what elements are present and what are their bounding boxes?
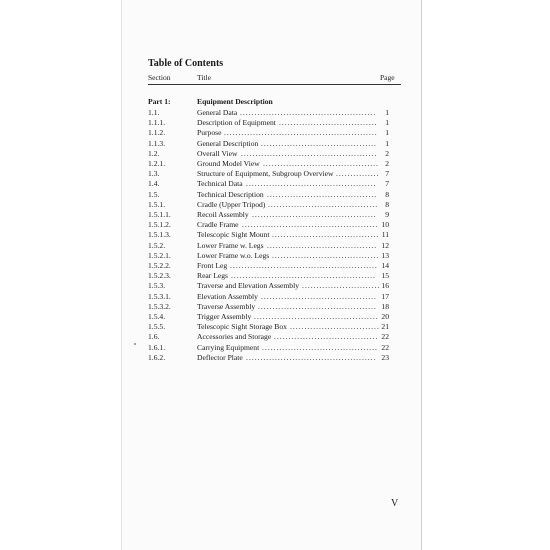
- toc-entry-section-number: 1.5.2.2.: [148, 261, 171, 270]
- toc-entry: [148, 210, 389, 220]
- toc-entry-title: Elevation Assembly: [197, 291, 258, 301]
- toc-entry: [148, 343, 389, 353]
- toc-entry-page: 11: [381, 230, 389, 240]
- toc-entry-title: Deflector Plate: [197, 352, 243, 362]
- toc-entry-section-number: 1.1.: [148, 108, 160, 117]
- toc-entry-page: 2: [385, 159, 389, 168]
- toc-entry-section-number: 1.5.3.: [148, 281, 166, 291]
- toc-entry-section-number: 1.2.1.: [148, 159, 166, 168]
- toc-entry: [148, 169, 389, 179]
- column-header-section: Section: [148, 73, 171, 82]
- toc-entry-title: Telescopic Sight Storage Box: [197, 322, 287, 332]
- toc-dot-leader: ......................................: [267, 240, 378, 250]
- toc-entry-page: 12: [381, 240, 389, 250]
- toc-entry: [148, 353, 389, 363]
- page-number: V: [391, 498, 399, 509]
- toc-entry: [148, 220, 389, 230]
- toc-dot-leader: ..................................: [279, 118, 378, 128]
- toc-entry: [148, 281, 389, 291]
- toc-entry-section-number: 1.4.: [148, 179, 160, 189]
- toc-dot-leader: .............................................: [246, 179, 377, 189]
- toc-dot-leader: ........................................: [262, 342, 378, 352]
- toc-entry: [148, 241, 389, 251]
- toc-entry: [148, 332, 389, 342]
- part-title: Equipment Description: [197, 97, 273, 106]
- scan-speck: [134, 343, 136, 345]
- toc-entry-section-number: 1.5.: [148, 189, 160, 199]
- toc-entry-section-number: 1.1.1.: [148, 118, 166, 128]
- toc-entry-page: 10: [381, 220, 389, 230]
- toc-entry-title: Accessories and Storage: [197, 332, 272, 342]
- toc-entry-page: 22: [381, 332, 389, 342]
- toc-dot-leader: ...............: [336, 169, 380, 179]
- toc-dot-leader: ........................................: [261, 138, 377, 148]
- part-number: Part 1:: [148, 97, 171, 106]
- toc-entry: [148, 312, 389, 322]
- toc-entry-page: 1: [385, 138, 389, 148]
- toc-dot-leader: ...............................: [290, 322, 380, 332]
- toc-entry-section-number: 1.1.3.: [148, 138, 166, 148]
- toc-entry: [148, 251, 389, 261]
- toc-entry-title: Rear Legs: [197, 271, 228, 281]
- toc-entry-section-number: 1.3.: [148, 169, 160, 179]
- toc-dot-leader: ...................................................: [230, 261, 378, 270]
- toc-entry: [148, 159, 389, 169]
- toc-entry-title: Cradle Frame: [197, 220, 239, 230]
- part-heading: [148, 97, 389, 107]
- column-header-title: Title: [197, 73, 211, 82]
- toc-dot-leader: ...............................................: [241, 148, 378, 158]
- header-rule: [148, 84, 401, 85]
- toc-entry: [148, 271, 389, 281]
- toc-entry: [148, 230, 389, 240]
- toc-entry-section-number: 1.5.5.: [148, 322, 166, 332]
- toc-entry-title: Lower Frame w.o. Legs: [197, 250, 270, 260]
- toc-entry-page: 7: [385, 169, 389, 179]
- toc-entry-section-number: 1.5.3.1.: [148, 291, 171, 301]
- toc-entry-page: 2: [385, 148, 389, 158]
- toc-entry-section-number: 1.5.1.2.: [148, 220, 171, 230]
- toc-entry-page: 15: [381, 271, 389, 281]
- toc-entry: [148, 118, 389, 128]
- toc-entry-section-number: 1.6.2.: [148, 352, 166, 362]
- toc-entry-page: 7: [385, 179, 389, 189]
- toc-entry-section-number: 1.1.2.: [148, 128, 166, 138]
- toc-dot-leader: .........................................: [258, 301, 377, 311]
- toc-entry-title: Lower Frame w. Legs: [197, 240, 264, 250]
- toc-entry-title: Traverse Assembly: [197, 301, 256, 311]
- toc-entry-title: Telescopic Sight Mount: [197, 230, 270, 240]
- toc-dot-leader: ...........................................: [254, 312, 379, 321]
- toc-entry-title: Structure of Equipment, Subgroup Overview: [197, 169, 334, 179]
- toc-entry-page: 17: [381, 291, 389, 301]
- toc-entry-page: 1: [385, 108, 389, 117]
- toc-dot-leader: ...........................: [302, 281, 381, 291]
- toc-entry-title: Purpose: [197, 128, 222, 138]
- toc-entry-page: 1: [385, 128, 389, 138]
- toc-entry-page: 22: [381, 342, 389, 352]
- toc-dot-leader: ...............................................: [240, 108, 377, 117]
- toc-entry-section-number: 1.5.1.1.: [148, 210, 171, 219]
- toc-entry-title: General Data: [197, 108, 238, 117]
- toc-entry-section-number: 1.5.3.2.: [148, 301, 171, 311]
- column-header-page: Page: [380, 73, 395, 82]
- toc-dot-leader: ........................................: [261, 291, 377, 301]
- toc-entry-page: 9: [385, 210, 389, 219]
- toc-entry-title: Recoil Assembly: [197, 210, 249, 219]
- toc-entry-title: Cradle (Upper Tripod): [197, 199, 266, 209]
- toc-entry-page: 8: [385, 189, 389, 199]
- toc-dot-leader: ...............................................: [242, 220, 379, 230]
- toc-dot-leader: .............................................: [246, 352, 377, 362]
- toc-dot-leader: ...........................................: [252, 210, 377, 219]
- toc-entry: [148, 261, 389, 271]
- toc-entry-title: Traverse and Elevation Assembly: [197, 281, 300, 291]
- toc-entry: [148, 128, 389, 138]
- toc-entry-section-number: 1.6.1.: [148, 342, 166, 352]
- toc-dot-leader: .....................................................: [224, 128, 378, 138]
- toc-dot-leader: .....................................: [272, 230, 380, 240]
- toc-entry-section-number: 1.5.2.1.: [148, 250, 171, 260]
- toc-entry: [148, 200, 389, 210]
- toc-entry-title: Technical Description: [197, 189, 264, 199]
- toc-entry-page: 23: [381, 352, 389, 362]
- toc-entry-title: Ground Model View: [197, 159, 260, 168]
- toc-entry-title: General Description: [197, 138, 259, 148]
- toc-entry-page: 8: [385, 199, 389, 209]
- toc-entry: [148, 179, 389, 189]
- toc-entry-section-number: 1.2.: [148, 148, 160, 158]
- toc-entry-title: Technical Data: [197, 179, 243, 189]
- toc-entry-page: 1: [385, 118, 389, 128]
- toc-entry-section-number: 1.5.2.: [148, 240, 166, 250]
- toc-entry-page: 18: [381, 301, 389, 311]
- toc-entry-section-number: 1.5.1.: [148, 199, 166, 209]
- toc-entry-section-number: 1.5.4.: [148, 312, 166, 321]
- toc-entry-section-number: 1.5.2.3.: [148, 271, 171, 281]
- toc-entry: [148, 139, 389, 149]
- toc-dot-leader: ..................................................: [231, 271, 376, 281]
- toc-entry-title: Front Leg: [197, 261, 228, 270]
- toc-entry-title: Trigger Assembly: [197, 312, 252, 321]
- toc-entry: [148, 292, 389, 302]
- toc-dot-leader: ....................................: [274, 332, 379, 342]
- toc-entry-title: Overall View: [197, 148, 238, 158]
- toc-entry-page: 13: [381, 250, 389, 260]
- toc-entry-section-number: 1.5.1.3.: [148, 230, 171, 240]
- toc-heading: Table of Contents: [148, 58, 224, 69]
- toc-entry-page: 16: [381, 281, 389, 291]
- toc-entry: [148, 322, 389, 332]
- toc-entry-section-number: 1.6.: [148, 332, 160, 342]
- toc-entry-page: 14: [381, 261, 389, 270]
- toc-entry: [148, 108, 389, 118]
- toc-entry: [148, 302, 389, 312]
- toc-entry-title: Carrying Equipment: [197, 342, 260, 352]
- toc-entry-page: 21: [381, 322, 389, 332]
- toc-dot-leader: ......................................: [267, 189, 378, 199]
- toc-dot-leader: ......................................: [268, 199, 379, 209]
- toc-entry-page: 20: [381, 312, 389, 321]
- toc-dot-leader: .....................................: [272, 250, 380, 260]
- toc-dot-leader: ........................................: [263, 159, 379, 168]
- toc-entry: [148, 149, 389, 159]
- toc-entry: [148, 190, 389, 200]
- toc-entry-title: Description of Equipment: [197, 118, 276, 128]
